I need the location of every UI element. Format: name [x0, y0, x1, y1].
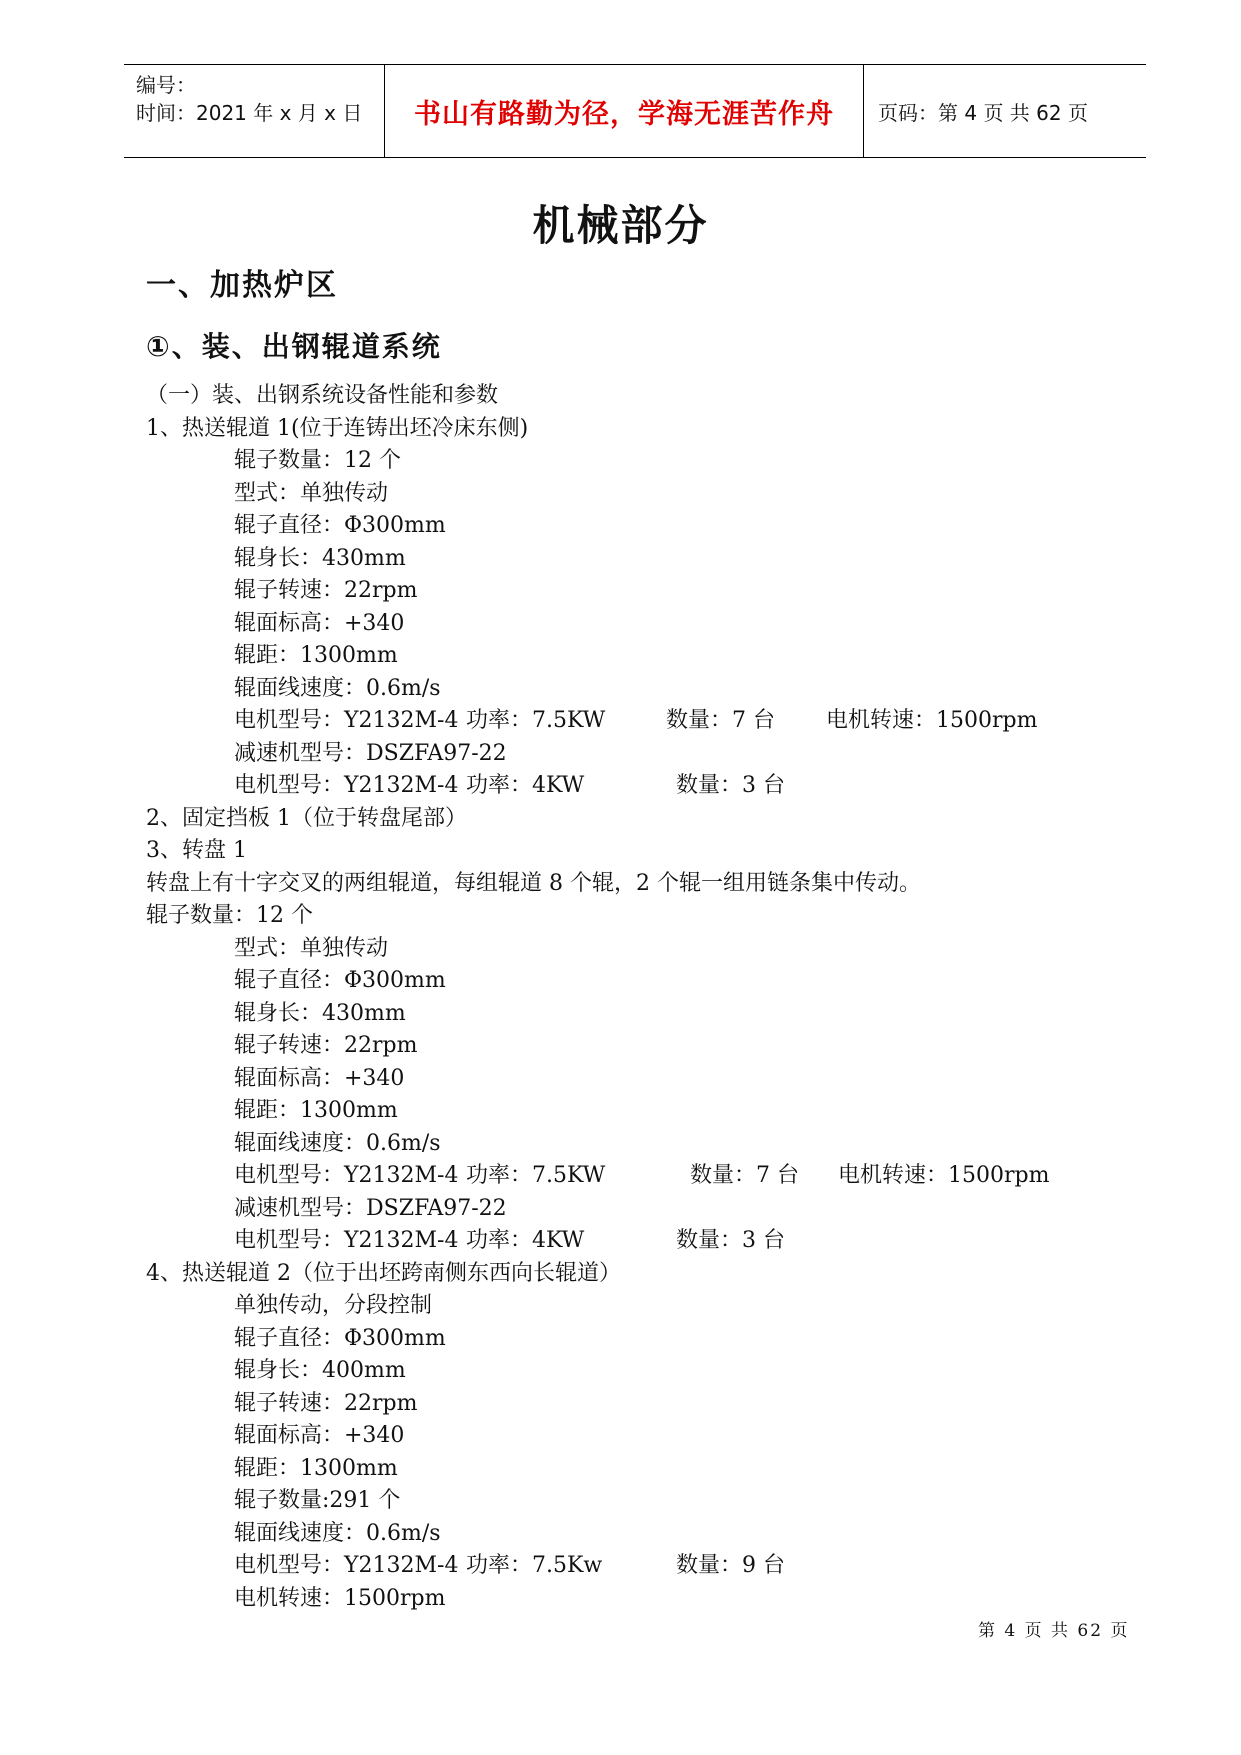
text-line: [0, 1128, 1241, 1161]
motto-text: 书山有路勤为径，学海无涯苦作舟: [414, 98, 834, 130]
date-label: 时间：2021 年 x 月 x 日: [136, 101, 363, 125]
text-segment: 功率：7.5Kw: [466, 1553, 603, 1578]
text-line: [0, 1583, 1241, 1616]
text-segment: 辊子数量：12 个: [146, 903, 313, 928]
text-segment: 电机型号：Y2132M-4: [234, 1228, 459, 1253]
text-segment: 辊距：1300mm: [234, 1098, 398, 1123]
document-body: [0, 380, 1241, 1615]
text-line: [0, 1518, 1241, 1551]
text-segment: 辊子转速：22rpm: [234, 1033, 418, 1058]
text-line: [0, 478, 1241, 511]
text-segment: 数量：7 台: [666, 708, 775, 733]
text-line: [0, 445, 1241, 478]
page-footer: 第 4 页 共 62 页: [978, 1621, 1130, 1641]
text-line: [0, 1323, 1241, 1356]
text-line: [0, 640, 1241, 673]
text-segment: 电机转速：1500rpm: [838, 1163, 1050, 1188]
text-segment: 电机转速：1500rpm: [234, 1585, 446, 1611]
text-segment: 数量：7 台: [690, 1163, 799, 1188]
text-segment: 功率：4KW: [466, 773, 585, 798]
text-line: [0, 543, 1241, 576]
text-segment: 单独传动，分段控制: [234, 1293, 433, 1318]
text-line: [0, 1355, 1241, 1388]
text-segment: 辊子直径：Φ300mm: [234, 1325, 446, 1351]
text-line: [0, 575, 1241, 608]
text-line: [0, 1063, 1241, 1096]
text-segment: 电机型号：Y2132M-4: [234, 773, 459, 798]
text-line: [0, 1453, 1241, 1486]
header-motto-cell: [384, 65, 864, 157]
text-line: [0, 868, 1241, 901]
text-line: [0, 900, 1241, 933]
text-line: [0, 380, 1241, 413]
text-segment: 型式：单独传动: [234, 480, 389, 506]
text-line: [0, 1258, 1241, 1291]
text-segment: 电机型号：Y2132M-4: [234, 708, 459, 733]
text-segment: 功率：4KW: [466, 1228, 585, 1253]
text-segment: 辊距：1300mm: [234, 643, 398, 668]
text-segment: 辊面标高：+340: [234, 610, 405, 636]
text-segment: 辊子转速：22rpm: [234, 1390, 418, 1416]
text-segment: 辊距：1300mm: [234, 1455, 398, 1481]
text-line: [0, 1030, 1241, 1063]
text-segment: 1、热送辊道 1(位于连铸出坯冷床东侧): [146, 415, 529, 441]
text-line: [0, 1160, 1241, 1193]
text-segment: 辊子数量：12 个: [234, 448, 401, 473]
text-segment: 减速机型号：DSZFA97-22: [234, 740, 507, 766]
page-header: [124, 64, 1146, 158]
text-segment: 辊面线速度：0.6m/s: [234, 1520, 441, 1546]
text-segment: 数量：3 台: [676, 1228, 785, 1253]
text-segment: 减速机型号：DSZFA97-22: [234, 1195, 507, 1221]
text-segment: 数量：9 台: [676, 1553, 785, 1578]
text-segment: 电机型号：Y2132M-4: [234, 1163, 459, 1188]
text-line: [0, 1420, 1241, 1453]
text-line: [0, 738, 1241, 771]
text-line: [0, 673, 1241, 706]
text-line: [0, 1388, 1241, 1421]
subsection-heading: ①、装、出钢辊道系统: [146, 330, 442, 363]
text-segment: 功率：7.5KW: [466, 1163, 606, 1188]
text-segment: 辊面标高：+340: [234, 1423, 405, 1448]
text-line: [0, 933, 1241, 966]
text-line: [0, 835, 1241, 868]
text-segment: 辊子直径：Φ300mm: [234, 513, 446, 538]
text-line: [0, 803, 1241, 836]
text-segment: 辊子转速：22rpm: [234, 578, 418, 603]
text-segment: （一）装、出钢系统设备性能和参数: [146, 383, 499, 408]
text-line: [0, 965, 1241, 998]
header-page-cell: [864, 65, 1146, 157]
text-segment: 辊面标高：+340: [234, 1065, 405, 1091]
document-title: 机械部分: [532, 201, 709, 250]
header-meta: [124, 65, 384, 157]
text-segment: 辊身长：400mm: [234, 1358, 406, 1383]
text-segment: 电机型号：Y2132M-4: [234, 1553, 459, 1578]
text-line: [0, 1193, 1241, 1226]
text-segment: 2、固定挡板 1（位于转盘尾部）: [146, 805, 467, 831]
text-line: [0, 1225, 1241, 1258]
text-line: [0, 770, 1241, 803]
text-segment: 辊面线速度：0.6m/s: [234, 1130, 441, 1156]
text-line: [0, 510, 1241, 543]
text-segment: 型式：单独传动: [234, 935, 389, 961]
text-line: [0, 705, 1241, 738]
text-line: [0, 413, 1241, 446]
text-segment: 功率：7.5KW: [466, 708, 606, 733]
text-segment: 辊面线速度：0.6m/s: [234, 675, 441, 701]
text-line: [0, 608, 1241, 641]
text-segment: 数量：3 台: [676, 773, 785, 798]
text-segment: 电机转速：1500rpm: [826, 708, 1038, 733]
text-segment: 辊身长：430mm: [234, 1000, 406, 1026]
text-line: [0, 1550, 1241, 1583]
text-segment: 辊身长：430mm: [234, 545, 406, 571]
text-segment: 4、热送辊道 2（位于出坯跨南侧东西向长辊道）: [146, 1260, 621, 1286]
text-line: [0, 1290, 1241, 1323]
text-line: [0, 998, 1241, 1031]
text-line: [0, 1095, 1241, 1128]
number-label: 编号：: [136, 73, 196, 97]
text-line: [0, 1485, 1241, 1518]
section-heading: 一、加热炉区: [146, 268, 338, 303]
text-segment: 3、转盘 1: [146, 838, 247, 863]
text-segment: 辊子直径：Φ300mm: [234, 968, 446, 993]
page-label: 页码：第 4 页 共 62 页: [878, 100, 1088, 125]
text-segment: 转盘上有十字交叉的两组辊道，每组辊道 8 个辊，2 个辊一组用链条集中传动。: [146, 870, 921, 896]
text-segment: 辊子数量:291 个: [234, 1488, 401, 1513]
